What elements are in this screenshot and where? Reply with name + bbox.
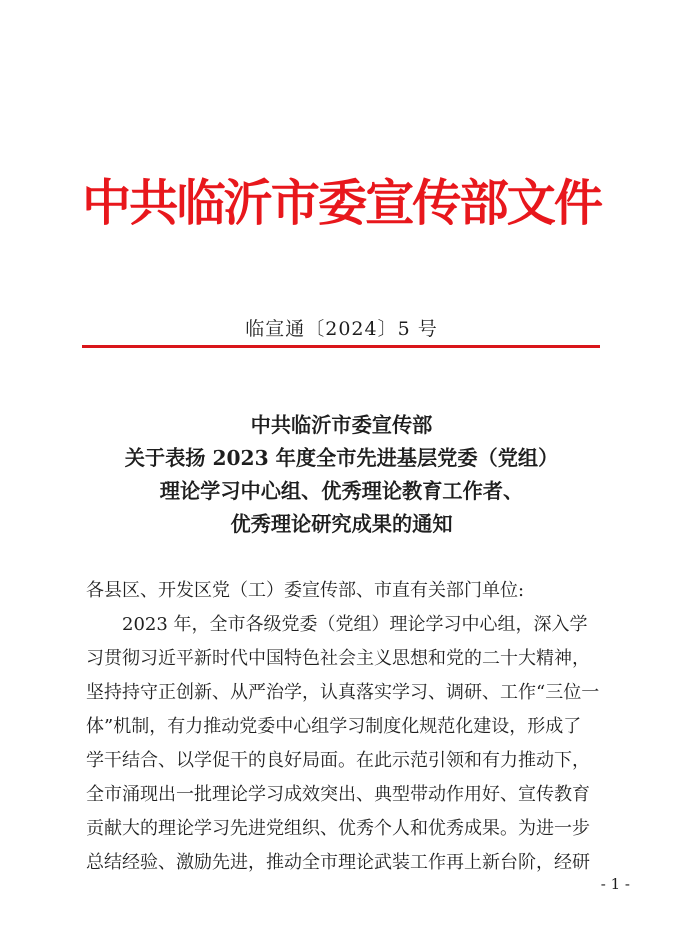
page-number: - 1 - [600, 875, 630, 893]
red-divider-line [82, 345, 600, 348]
body-line-8: 总结经验、激励先进，推动全市理论武装工作再上新台阶，经研 [86, 852, 590, 873]
title-line-3: 理论学习中心组、优秀理论教育工作者、 [159, 479, 524, 503]
body-line-7: 贡献大的理论学习先进党组织、优秀个人和优秀成果。为进一步 [86, 818, 590, 839]
title-line-2: 关于表扬 2023 年度全市先进基层党委（党组） [124, 446, 559, 470]
body-line-4: 体”机制，有力推动党委中心组学习制度化规范化建设，形成了 [86, 716, 582, 737]
masthead-title: 中共临沂市委宣传部文件 [81, 174, 602, 232]
document-number: 临宣通〔2024〕5 号 [245, 318, 438, 340]
body-line-5: 学干结合、以学促干的良好局面。在此示范引领和有力推动下， [86, 750, 590, 771]
body-line-2: 习贯彻习近平新时代中国特色社会主义思想和党的二十大精神， [86, 648, 590, 669]
body-line-1: 2023 年，全市各级党委（党组）理论学习中心组，深入学 [86, 614, 588, 635]
notice-title [0, 409, 683, 541]
salutation: 各县区、开发区党（工）委宣传部、市直有关部门单位: [86, 580, 525, 601]
body-line-6: 全市涌现出一批理论学习成效突出、典型带动作用好、宣传教育 [86, 784, 590, 805]
body-line-3: 坚持持守正创新、从严治学，认真落实学习、调研、工作“三位一 [86, 682, 600, 703]
title-line-1: 中共临沂市委宣传部 [250, 413, 433, 437]
title-line-4: 优秀理论研究成果的通知 [230, 512, 453, 536]
